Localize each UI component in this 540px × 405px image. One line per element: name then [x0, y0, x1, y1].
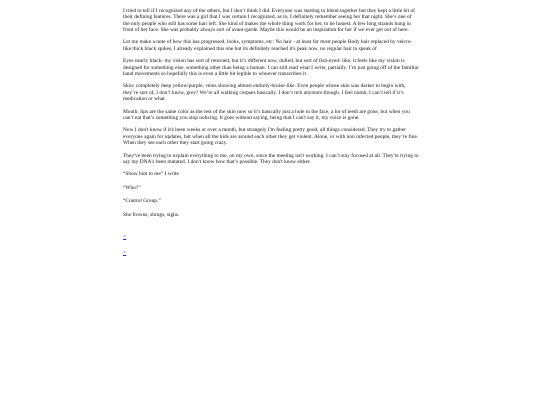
- paragraph-recognizing-others: I tried to tell if I recognized any of the others, but I don’t think I did. Everyone was starting to blend together but they kept a little bit of their defining features. There was a girl that I was certain I recognized, as in, I definitely remember seeing her that night. She’s one of the only people who still has some hair left. She kind of makes the whole thing work for her, to be honest. A few long strands hung in front of her face. She was probably always sort of avant-garde. Maybe this would be an inspiration for her if we ever get out of here.: [123, 8, 415, 33]
- paragraph-eyes: Eyes nearly black- my vision has sort of returned, but it’s different now, dulled, but sort of fish-eyed- like, it feels like my vision is designed for something else, something other than being a human. I can still read what I write, partially. I’m just going off of the familiar hand movements so hopefully this is even a little bit legible to whoever transcribes it .: [123, 58, 419, 77]
- dialogue-who: “Who?”: [123, 184, 141, 191]
- previous-page-link[interactable]: <: [123, 234, 127, 241]
- next-page-link[interactable]: >: [123, 250, 127, 257]
- paragraph-progress-note: Let me make a note of how this has progressed, looks, symptoms, etc: No hair - at least for most people Body hair replaced by velcro-like thick black spikes, I already explained this one but its definitely reached it's peak now, no regular hair to speak of: [123, 39, 413, 52]
- story-page: [123, 8, 419, 257]
- paragraph-dna-mutation: They've been trying to explain everything to me, on my own, since the meeting isn't working. I can’t stay focused at all. They're trying to say my DNA's been mutated. I don't know how that’s possible. They don't know either.: [123, 152, 419, 165]
- paragraph-skin: Skin: completely deep yellow/purple, veins showing almost entirely-bruise-like. Even people whose skin was darker to begin with, they’re sort of, I don’t know, grey? We’re all walking corpses basically. I don’t itch anymore though. I feel numb, I can’t tell if it’s medication or what.: [123, 83, 406, 102]
- dialogue-show-him: “Show him to me” I write: [123, 171, 179, 178]
- paragraph-mouth: Mouth: lips are the same color as the rest of the skin now so it’s basically just a hole in the face, a lot of teeth are gone, but when you can’t eat that’s something you stop noticing. It goes without saying, being that I can't say it, my voice is gone.: [123, 108, 410, 121]
- paragraph-feeling-good: Now I don't know if it's been weeks or over a month, but strangely I'm feeling pretty good, all things considered. They try to gather everyone again for updates, but when all the kids are around each other they get violent. Alone, or with non infected people, they’re fine. When they see each other they start going crazy.: [123, 127, 419, 146]
- next-link-row: [123, 241, 419, 257]
- narration-she-frowns: She frowns, shrugs, sighs.: [123, 211, 180, 218]
- dialogue-control-group: “Control Group.”: [123, 198, 161, 205]
- prev-link-row: [123, 225, 419, 241]
